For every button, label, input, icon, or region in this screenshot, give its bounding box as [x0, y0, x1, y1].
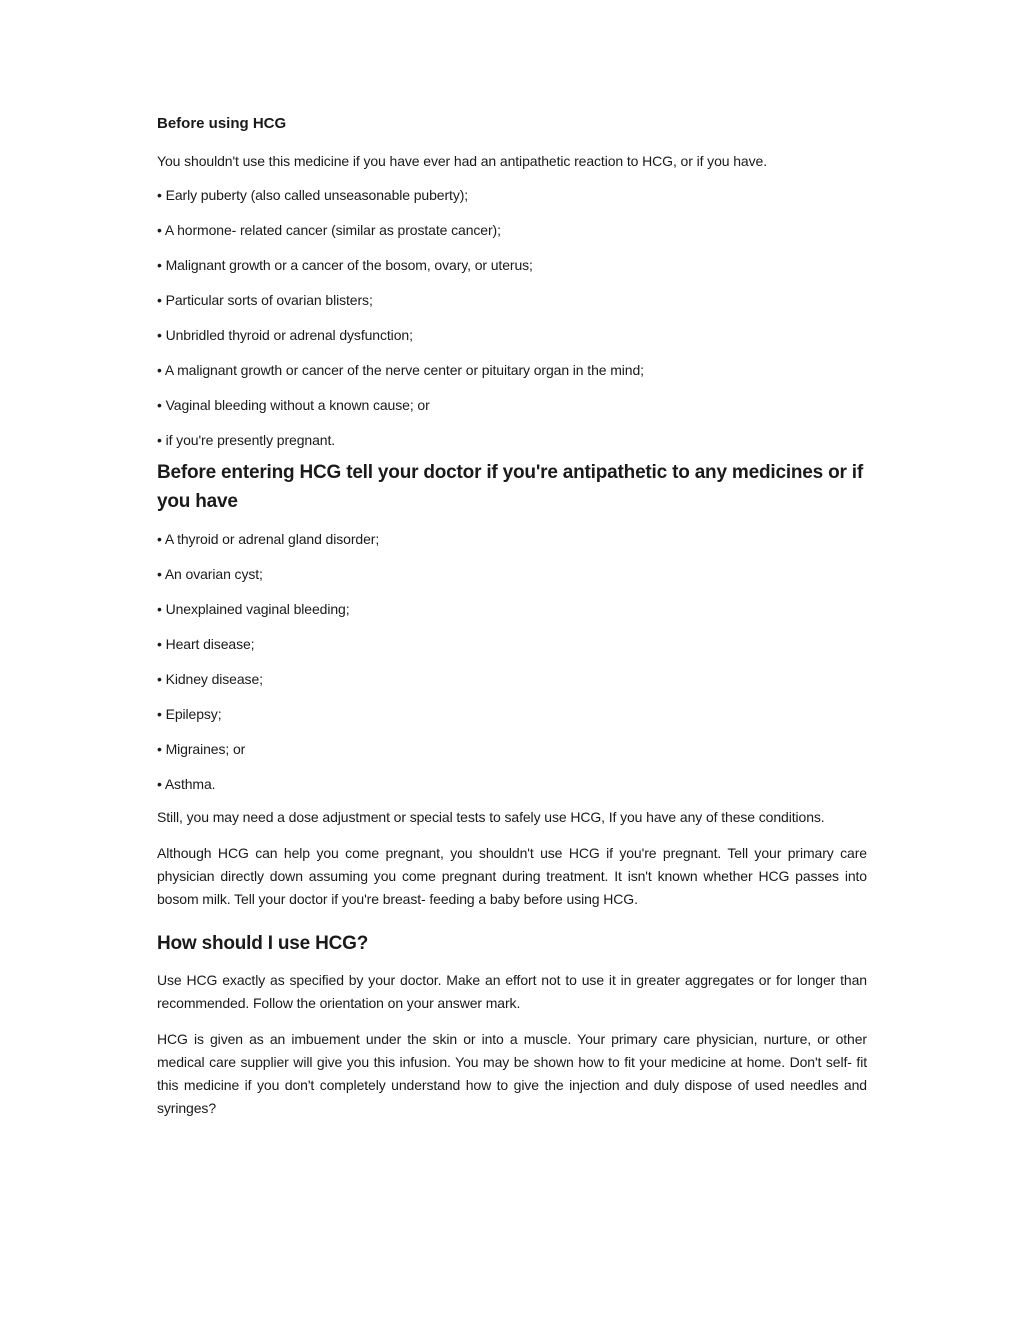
- list-item: • A thyroid or adrenal gland disorder;: [157, 531, 380, 547]
- dose-adjustment-paragraph: Still, you may need a dose adjustment or special tests to safely use HCG, If you have any of these conditions.: [157, 809, 825, 825]
- document-body: [157, 114, 867, 1120]
- section-heading-tell-doctor: Before entering HCG tell your doctor if you're antipathetic to any medicines or if you have: [157, 462, 864, 512]
- list-item: • Migraines; or: [157, 741, 246, 757]
- list-item: • Heart disease;: [157, 636, 255, 652]
- list-item: • Kidney disease;: [157, 671, 263, 687]
- list-item: • A hormone- related cancer (similar as prostate cancer);: [157, 222, 501, 238]
- section-heading-how-to-use: How should I use HCG?: [157, 933, 369, 954]
- list-item: • A malignant growth or cancer of the nerve center or pituitary organ in the mind;: [157, 362, 644, 378]
- contraindication-list: [157, 184, 867, 452]
- section-heading-before-using: Before using HCG: [157, 115, 287, 132]
- list-item: • Unbridled thyroid or adrenal dysfunction;: [157, 327, 413, 343]
- list-item: • Asthma.: [157, 776, 216, 792]
- usage-paragraph: Use HCG exactly as specified by your doctor. Make an effort not to use it in greater aggregates or for longer than recommended. Follow the orientation on your answer mark.: [157, 972, 867, 1011]
- condition-list: [157, 528, 867, 796]
- list-item: • Unexplained vaginal bleeding;: [157, 601, 350, 617]
- administration-paragraph: HCG is given as an imbuement under the skin or into a muscle. Your primary care physician, nurture, or other medical care supplier will give you this infusion. You may be shown how to fit your medicine at home. Don't self- fit this medicine if you don't completely understand how to give the injection and duly dispose of used needles and syringes?: [157, 1031, 867, 1116]
- list-item: • if you're presently pregnant.: [157, 432, 336, 448]
- list-item: • Malignant growth or a cancer of the bosom, ovary, or uterus;: [157, 257, 533, 273]
- list-item: • Particular sorts of ovarian blisters;: [157, 292, 373, 308]
- pregnancy-paragraph: Although HCG can help you come pregnant, you shouldn't use HCG if you're pregnant. Tell your primary care physician directly down assuming you come pregnant during treatment. It isn't known whether HCG passes into bosom milk. Tell your doctor if you're breast- feeding a baby before using HCG.: [157, 845, 867, 907]
- intro-paragraph: You shouldn't use this medicine if you have ever had an antipathetic reaction to HCG, or if you have.: [157, 153, 767, 169]
- list-item: • Early puberty (also called unseasonable puberty);: [157, 187, 469, 203]
- list-item: • Epilepsy;: [157, 706, 222, 722]
- list-item: • An ovarian cyst;: [157, 566, 263, 582]
- list-item: • Vaginal bleeding without a known cause; or: [157, 397, 430, 413]
